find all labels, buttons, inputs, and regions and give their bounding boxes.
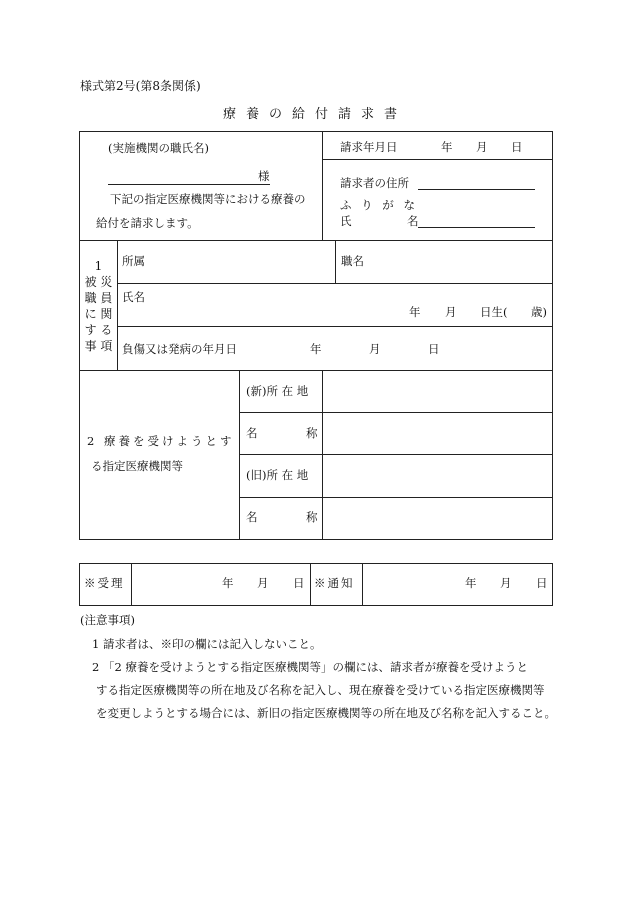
old-location-label: (旧)所 在 地: [246, 468, 309, 482]
notified-month: 月: [500, 576, 512, 590]
requester-name-label-1: 氏: [340, 214, 352, 228]
birth-day-label: 日生(: [480, 305, 508, 319]
received-year: 年: [222, 576, 234, 590]
agency-name-underline: [108, 184, 270, 185]
rule-section1-row1: [117, 283, 553, 284]
rule-section2-row1: [239, 412, 553, 413]
rule-section2-divider-b: [322, 370, 323, 540]
received-label: ※受理: [84, 576, 125, 590]
request-date-year: 年: [441, 140, 453, 154]
rule-section1-label-divider: [117, 240, 118, 370]
note-2-line2: する指定医療機関等の所在地及び名称を記入し、現在療養を受けている指定医療機関等: [96, 683, 545, 697]
received-month: 月: [257, 576, 269, 590]
new-name-label-b: 称: [306, 426, 318, 440]
document-title: 療養の給付請求書: [222, 107, 407, 122]
requester-address-label: 請求者の住所: [340, 176, 409, 190]
rule-section1-bottom: [79, 370, 553, 371]
rule-top-right-split: [322, 159, 553, 160]
employee-name-label: 氏名: [122, 290, 145, 304]
new-name-label-a: 名: [246, 426, 258, 440]
requester-name-label-2: 名: [407, 214, 419, 228]
injury-date-label: 負傷又は発病の年月日: [122, 342, 237, 356]
note-2-line3: を変更しようとする場合には、新旧の指定医療機関等の所在地及び名称を記入すること。: [96, 706, 556, 720]
request-date-label: 請求年月日: [340, 140, 398, 154]
section1-label: [80, 258, 117, 354]
requester-address-underline: [418, 189, 535, 190]
note-1: 1 請求者は、※印の欄には記入しないこと。: [92, 637, 322, 651]
position-label: 職名: [341, 254, 364, 268]
notified-year: 年: [465, 576, 477, 590]
rule-section2-row3: [239, 497, 553, 498]
notified-day: 日: [536, 576, 548, 590]
requester-name-underline: [418, 227, 535, 228]
birth-year: 年: [409, 305, 421, 319]
rule-top-section-bottom: [79, 240, 553, 241]
request-text-line1: 下記の指定医療機関等における療養の: [110, 192, 306, 206]
section1-label-line: 1: [94, 259, 103, 273]
injury-day: 日: [428, 342, 440, 356]
receipt-divider-1: [131, 563, 132, 606]
section1-label-line: 被 災: [84, 275, 113, 289]
rule-position-divider: [335, 240, 336, 283]
note-2-line1: 2 「2 療養を受けようとする指定医療機関等」の欄には、請求者が療養を受けようと: [92, 660, 528, 674]
injury-month: 月: [369, 342, 381, 356]
old-name-label-b: 称: [306, 510, 318, 524]
agency-label: (実施機関の職氏名): [108, 141, 209, 155]
receipt-divider-3: [362, 563, 363, 606]
rule-section2-divider-a: [239, 370, 240, 540]
new-location-label: (新)所 在 地: [246, 384, 309, 398]
sama-honorific: 様: [258, 169, 270, 183]
section1-label-line: す る: [84, 323, 113, 337]
section1-label-line: 事 項: [84, 339, 113, 353]
affiliation-label: 所属: [122, 254, 145, 268]
old-name-label-a: 名: [246, 510, 258, 524]
rule-section1-row2: [117, 326, 553, 327]
notes-heading: (注意事項): [80, 613, 135, 627]
rule-section2-row2: [239, 454, 553, 455]
furigana-label: ふ り が な: [340, 198, 418, 212]
section2-label-line2: る指定医療機関等: [91, 459, 183, 473]
request-text-line2: 給付を請求します。: [96, 216, 199, 230]
rule-top-divider: [322, 131, 323, 240]
receipt-divider-2: [310, 563, 311, 606]
section2-label-line1: 2 療養を受けようとす: [87, 434, 235, 448]
birth-month: 月: [445, 305, 457, 319]
section1-label-line: 職 員: [84, 291, 113, 305]
form-number: 様式第2号(第8条関係): [80, 79, 201, 93]
request-date-day: 日: [511, 140, 523, 154]
notified-label: ※通知: [314, 576, 355, 590]
injury-year: 年: [310, 342, 322, 356]
received-day: 日: [293, 576, 305, 590]
age-label: 歳): [531, 305, 547, 319]
request-date-month: 月: [476, 140, 488, 154]
section1-label-line: に 関: [84, 307, 113, 321]
